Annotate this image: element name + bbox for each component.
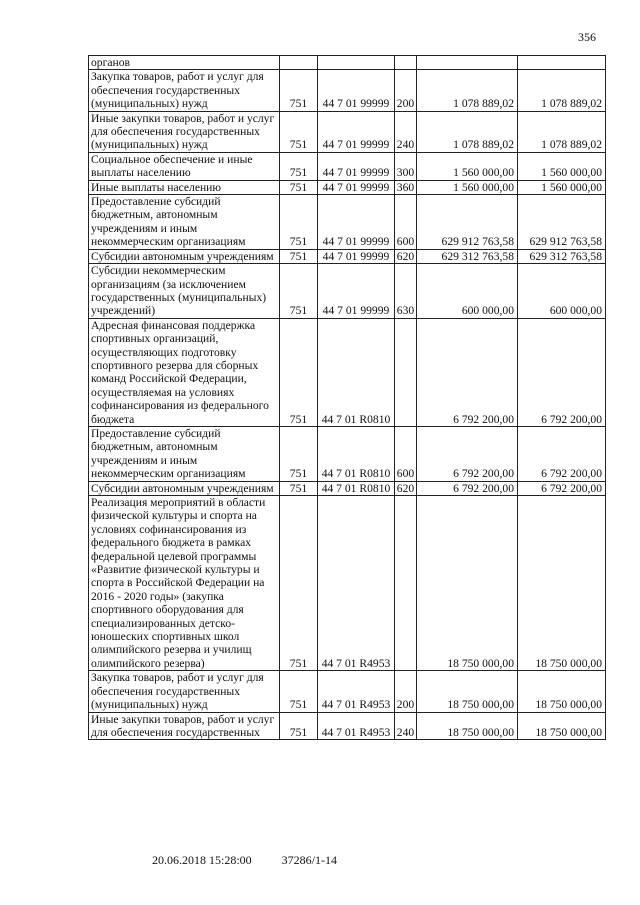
cell-ved: 751: [280, 318, 318, 426]
table-row: [89, 111, 606, 152]
cell-kcsr: [318, 56, 395, 70]
cell-ved: 751: [280, 496, 318, 671]
cell-sum-2: 1 078 889,02: [518, 70, 606, 111]
budget-table: [88, 55, 606, 740]
cell-kcsr: 44 7 01 99999: [318, 264, 395, 319]
table-row: [89, 318, 606, 426]
cell-vr: 300: [395, 152, 417, 180]
footer: [152, 853, 337, 868]
cell-ved: 751: [280, 264, 318, 319]
cell-sum-1: 18 750 000,00: [417, 496, 518, 671]
cell-vr: 240: [395, 111, 417, 152]
cell-sum-1: 1 560 000,00: [417, 180, 518, 194]
cell-sum-2: 18 750 000,00: [518, 671, 606, 712]
cell-sum-1: [417, 56, 518, 70]
cell-sum-1: 18 750 000,00: [417, 712, 518, 740]
cell-sum-1: 6 792 200,00: [417, 426, 518, 481]
cell-vr: 600: [395, 426, 417, 481]
cell-name: Иные закупки товаров, работ и услуг для обеспечения государственных: [89, 712, 280, 740]
cell-kcsr: 44 7 01 R4953: [318, 712, 395, 740]
cell-vr: 620: [395, 481, 417, 495]
table-row: [89, 671, 606, 712]
cell-sum-2: 18 750 000,00: [518, 712, 606, 740]
cell-vr: 630: [395, 264, 417, 319]
cell-name: Иные выплаты населению: [89, 180, 280, 194]
cell-vr: 200: [395, 671, 417, 712]
cell-sum-2: 629 912 763,58: [518, 195, 606, 250]
table-row: [89, 712, 606, 740]
cell-name: Предоставление субсидий бюджетным, автономным учреждениям и иным некоммерческим организациям: [89, 195, 280, 250]
cell-ved: 751: [280, 195, 318, 250]
cell-name: Реализация мероприятий в области физической культуры и спорта на условиях софинансирования из федерального бюджета в рамках федеральной целевой программы «Развитие физической культуры и спорта в Российской Федерации на 2016 - 2020 годы» (закупка спортивного оборудования для специализированных детско-юношеских спортивных школ олимпийского резерва и училищ олимпийского резерва): [89, 496, 280, 671]
cell-kcsr: 44 7 01 99999: [318, 152, 395, 180]
cell-sum-1: 1 560 000,00: [417, 152, 518, 180]
cell-name: Закупка товаров, работ и услуг для обеспечения государственных (муниципальных) нужд: [89, 671, 280, 712]
table-row: [89, 56, 606, 70]
cell-sum-1: 629 912 763,58: [417, 195, 518, 250]
cell-sum-1: 1 078 889,02: [417, 70, 518, 111]
cell-vr: 360: [395, 180, 417, 194]
cell-name: Предоставление субсидий бюджетным, автономным учреждениям и иным некоммерческим организациям: [89, 426, 280, 481]
cell-ved: 751: [280, 249, 318, 263]
cell-vr: 600: [395, 195, 417, 250]
cell-vr: 200: [395, 70, 417, 111]
cell-sum-1: 1 078 889,02: [417, 111, 518, 152]
cell-sum-2: 1 078 889,02: [518, 111, 606, 152]
cell-ved: 751: [280, 426, 318, 481]
cell-name: органов: [89, 56, 280, 70]
budget-table-body: [89, 56, 606, 740]
table-row: [89, 180, 606, 194]
table-row: [89, 264, 606, 319]
cell-sum-2: 6 792 200,00: [518, 481, 606, 495]
cell-sum-2: [518, 56, 606, 70]
cell-sum-2: 6 792 200,00: [518, 426, 606, 481]
cell-vr: 620: [395, 249, 417, 263]
cell-sum-1: 629 312 763,58: [417, 249, 518, 263]
cell-sum-2: 6 792 200,00: [518, 318, 606, 426]
page-number: 356: [578, 30, 596, 44]
table-row: [89, 426, 606, 481]
cell-sum-1: 6 792 200,00: [417, 481, 518, 495]
cell-kcsr: 44 7 01 99999: [318, 195, 395, 250]
cell-sum-1: 6 792 200,00: [417, 318, 518, 426]
footer-datetime: 20.06.2018 15:28:00: [152, 853, 252, 867]
cell-vr: [395, 496, 417, 671]
cell-ved: 751: [280, 671, 318, 712]
table-row: [89, 496, 606, 671]
cell-vr: [395, 318, 417, 426]
cell-sum-2: 18 750 000,00: [518, 496, 606, 671]
cell-ved: 751: [280, 712, 318, 740]
table-row: [89, 70, 606, 111]
cell-vr: 240: [395, 712, 417, 740]
cell-ved: [280, 56, 318, 70]
cell-name: Субсидии автономным учреждениям: [89, 481, 280, 495]
cell-kcsr: 44 7 01 99999: [318, 111, 395, 152]
cell-name: Адресная финансовая поддержка спортивных организаций, осуществляющих подготовку спортивного резерва для сборных команд Российской Федерации, осуществляемая на условиях софинансирования из федерального бюджета: [89, 318, 280, 426]
cell-sum-2: 629 312 763,58: [518, 249, 606, 263]
cell-ved: 751: [280, 152, 318, 180]
cell-vr: [395, 56, 417, 70]
cell-sum-1: 18 750 000,00: [417, 671, 518, 712]
cell-sum-1: 600 000,00: [417, 264, 518, 319]
table-row: [89, 249, 606, 263]
cell-ved: 751: [280, 180, 318, 194]
cell-sum-2: 1 560 000,00: [518, 180, 606, 194]
cell-kcsr: 44 7 01 R0810: [318, 318, 395, 426]
footer-doc-number: 37286/1-14: [281, 853, 338, 867]
cell-name: Субсидии некоммерческим организациям (за исключением государственных (муниципальных) учреждений): [89, 264, 280, 319]
cell-kcsr: 44 7 01 R0810: [318, 426, 395, 481]
cell-kcsr: 44 7 01 99999: [318, 249, 395, 263]
cell-kcsr: 44 7 01 R0810: [318, 481, 395, 495]
cell-ved: 751: [280, 481, 318, 495]
cell-sum-2: 1 560 000,00: [518, 152, 606, 180]
cell-name: Закупка товаров, работ и услуг для обеспечения государственных (муниципальных) нужд: [89, 70, 280, 111]
table-row: [89, 481, 606, 495]
cell-kcsr: 44 7 01 R4953: [318, 671, 395, 712]
cell-ved: 751: [280, 70, 318, 111]
cell-name: Иные закупки товаров, работ и услуг для обеспечения государственных (муниципальных) нужд: [89, 111, 280, 152]
cell-name: Субсидии автономным учреждениям: [89, 249, 280, 263]
table-row: [89, 195, 606, 250]
cell-ved: 751: [280, 111, 318, 152]
table-row: [89, 152, 606, 180]
cell-name: Социальное обеспечение и иные выплаты населению: [89, 152, 280, 180]
cell-kcsr: 44 7 01 99999: [318, 70, 395, 111]
cell-kcsr: 44 7 01 R4953: [318, 496, 395, 671]
cell-sum-2: 600 000,00: [518, 264, 606, 319]
cell-kcsr: 44 7 01 99999: [318, 180, 395, 194]
